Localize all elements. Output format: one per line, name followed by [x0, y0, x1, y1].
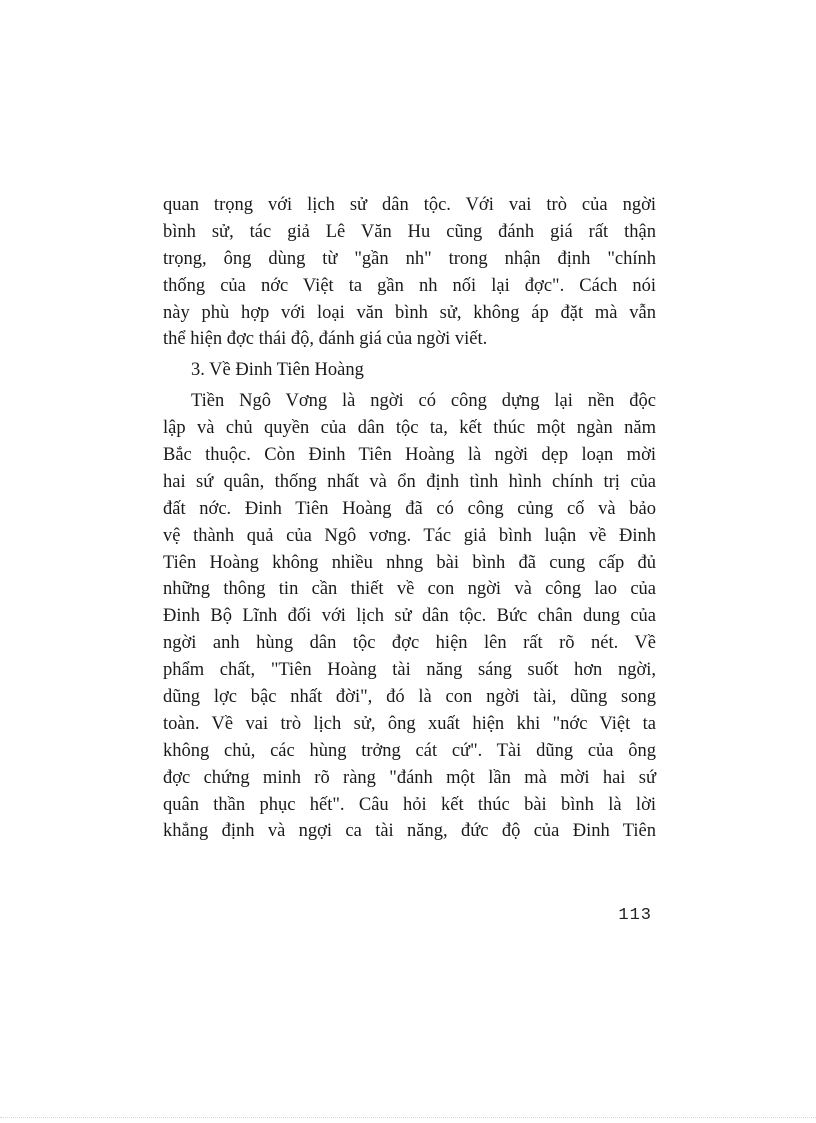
text-line: ngời anh hùng dân tộc đợc hiện lên rất rõ nét. Về: [163, 633, 656, 654]
text-line: quan trọng với lịch sử dân tộc. Với vai trò của ngời: [163, 195, 656, 215]
text-line: hai sứ quân, thống nhất và ổn định tình hình chính trị của: [163, 471, 656, 492]
text-line: vệ thành quả của Ngô vơng. Tác giả bình luận về Đinh: [163, 525, 656, 546]
text-line: trọng, ông dùng từ "gần nh" trong nhận định "chính: [163, 248, 656, 269]
text-line: những thông tin cần thiết về con ngời và công lao của: [163, 579, 656, 600]
text-line: dũng lợc bậc nhất đời", đó là con ngời tài, dũng song: [163, 687, 656, 708]
text-line: quân thần phục hết". Câu hỏi kết thúc bài bình là lời: [163, 794, 656, 815]
page-body: [163, 192, 656, 845]
section-heading: 3. Về Đinh Tiên Hoàng: [191, 360, 364, 381]
page-edge-divider: [0, 1117, 816, 1118]
text-line: Tiền Ngô Vơng là ngời có công dựng lại nền độc: [191, 391, 656, 412]
text-line: lập và chủ quyền của dân tộc ta, kết thúc một ngàn năm: [163, 418, 656, 439]
page-number: 113: [618, 906, 652, 925]
text-line: Đinh Bộ Lĩnh đối với lịch sử dân tộc. Bức chân dung của: [163, 606, 656, 627]
text-line: thể hiện đợc thái độ, đánh giá của ngời viết.: [163, 329, 488, 350]
text-line: đất nớc. Đinh Tiên Hoàng đã có công củng cố và bảo: [163, 498, 656, 519]
text-line: này phù hợp với loại văn bình sử, không áp đặt mà vẫn: [163, 302, 656, 323]
text-line: đợc chứng minh rõ ràng "đánh một lần mà mời hai sứ: [163, 767, 656, 788]
text-line: phẩm chất, "Tiên Hoàng tài năng sáng suốt hơn ngời,: [163, 660, 656, 681]
text-line: khẳng định và ngợi ca tài năng, đức độ của Đinh Tiên: [163, 821, 656, 842]
paragraph-1: [163, 192, 656, 353]
text-line: Tiên Hoàng không nhiều nhng bài bình đã cung cấp đủ: [163, 552, 656, 573]
paragraph-2: [163, 388, 656, 845]
text-line: không chủ, các hùng trởng cát cứ". Tài dũng của ông: [163, 740, 656, 761]
text-line: thống của nớc Việt ta gần nh nối lại đợc". Cách nói: [163, 275, 656, 296]
text-line: bình sử, tác giả Lê Văn Hu cũng đánh giá rất thận: [163, 221, 656, 242]
text-line: toàn. Về vai trò lịch sử, ông xuất hiện khi "nớc Việt ta: [163, 713, 656, 734]
text-line: Bắc thuộc. Còn Đinh Tiên Hoàng là ngời dẹp loạn mời: [163, 445, 656, 466]
